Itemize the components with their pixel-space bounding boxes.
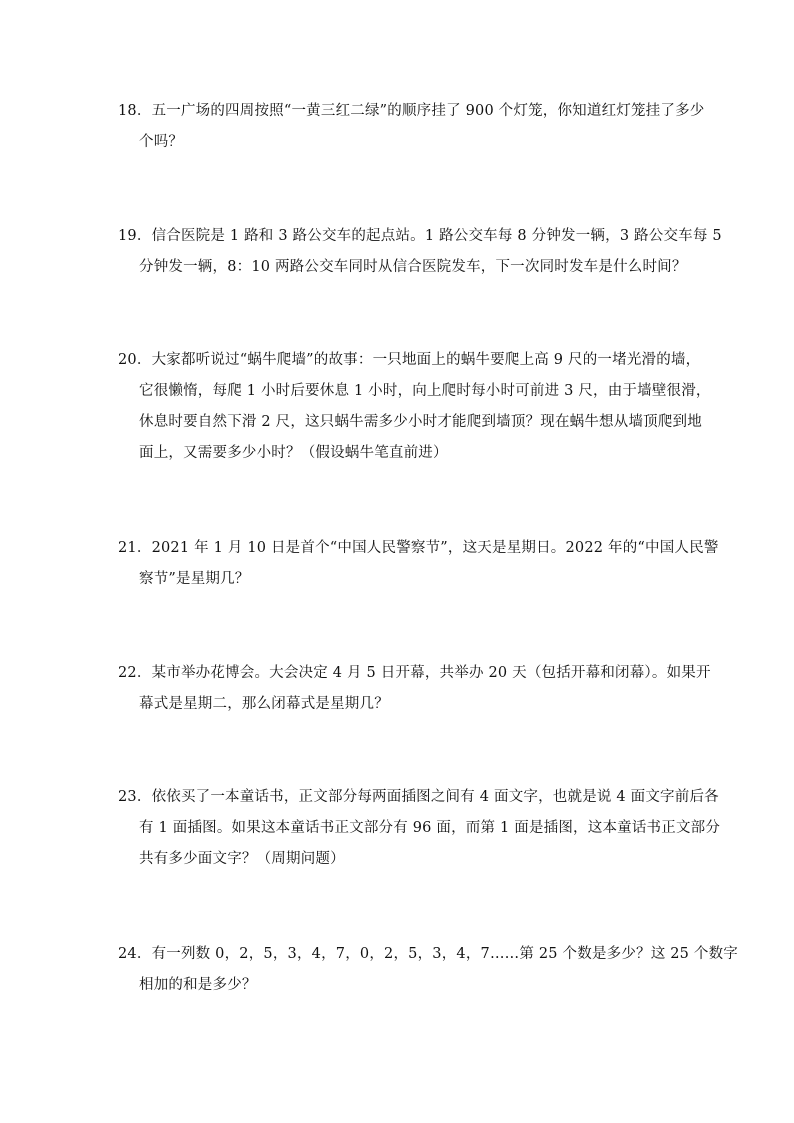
question-number: 19． <box>118 228 152 244</box>
question-23 <box>118 782 721 875</box>
question-line <box>118 96 705 127</box>
question-line: 察节”是星期几？ <box>139 571 250 587</box>
question-line: 有 1 面插图。如果这本童话书正文部分有 96 面，而第 1 面是插图，这本童话书正文部分 <box>139 820 721 836</box>
question-18 <box>118 96 705 158</box>
question-line: 幕式是星期二，那么闭幕式是星期几？ <box>139 696 389 712</box>
question-line <box>118 533 719 564</box>
question-text: 依依买了一本童话书，正文部分每两面插图之间有 4 面文字，也就是说 4 面文字前后各 <box>151 789 719 805</box>
question-line: 休息时要自然下滑 2 尺，这只蜗牛需多少小时才能爬到墙顶？现在蜗牛想从墙顶爬到地 <box>139 414 702 430</box>
question-text: 有一列数 0，2，5，3，4，7，0，2，5，3，4，7……第 25 个数是多少？这 25 个数字 <box>151 946 739 962</box>
question-line <box>118 939 739 970</box>
question-line: 共有多少面文字？（周期问题） <box>139 851 345 867</box>
question-line <box>118 658 711 689</box>
question-line: 它很懒惰，每爬 1 小时后要休息 1 小时，向上爬时每小时可前进 3 尺，由于墙壁很滑， <box>139 383 711 399</box>
question-number: 24． <box>118 946 152 962</box>
question-number: 21． <box>118 540 152 556</box>
question-text: 2021 年 1 月 10 日是首个“中国人民警察节”，这天是星期日。2022 年的“中国人民警 <box>151 540 719 556</box>
question-number: 20． <box>118 352 152 368</box>
question-24 <box>118 939 739 1001</box>
question-line: 个吗？ <box>139 134 184 150</box>
question-line <box>118 345 701 376</box>
question-line <box>118 221 722 252</box>
question-number: 23． <box>118 789 152 805</box>
question-19 <box>118 221 722 283</box>
question-text: 五一广场的四周按照“一黄三红二绿”的顺序挂了 900 个灯笼，你知道红灯笼挂了多少 <box>151 103 705 119</box>
question-number: 22． <box>118 665 152 681</box>
question-text: 信合医院是 1 路和 3 路公交车的起点站。1 路公交车每 8 分钟发一辆，3 路公交车每 5 <box>151 228 722 244</box>
question-20 <box>118 345 711 469</box>
question-text: 某市举办花博会。大会决定 4 月 5 日开幕，共举办 20 天（包括开幕和闭幕）。如果开 <box>151 665 711 681</box>
question-line: 相加的和是多少？ <box>139 977 257 993</box>
question-number: 18． <box>118 103 152 119</box>
question-22 <box>118 658 711 720</box>
question-line: 面上，又需要多少小时？（假设蜗牛笔直前进） <box>139 445 448 461</box>
question-21 <box>118 533 719 595</box>
question-line <box>118 782 719 813</box>
question-text: 大家都听说过“蜗牛爬墙”的故事：一只地面上的蜗牛要爬上高 9 尺的一堵光滑的墙， <box>151 352 701 368</box>
question-line: 分钟发一辆，8：10 两路公交车同时从信合医院发车，下一次同时发车是什么时间？ <box>139 259 687 275</box>
